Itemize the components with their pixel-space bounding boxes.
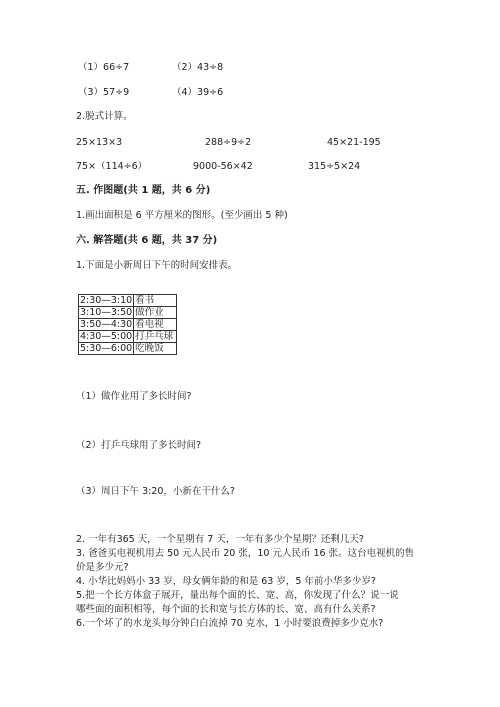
- section6-q5-line2: 哪些面的面积相等，每个面的长和宽与长方体的长、宽、高有什么关系?: [76, 604, 376, 615]
- section5-heading: 五. 作图题(共 1 题，共 6 分): [76, 185, 211, 196]
- q1-item-4: （4）39÷6: [172, 87, 224, 98]
- table-row: [79, 295, 177, 307]
- section6-q2: 2. 一年有365 天，一个星期有 7 天，一年有多少个星期？还剩几天?: [76, 534, 364, 545]
- table-row: [79, 343, 177, 355]
- section6-sub3: （3）周日下午 3:20，小新在干什么?: [76, 486, 235, 497]
- section6-heading: 六. 解答题(共 6 题，共 37 分): [76, 235, 218, 246]
- section6-q4: 4. 小华比妈妈小 33 岁，母女俩年龄的和是 63 岁，5 年前小华多少岁?: [76, 576, 376, 587]
- q2-expr-6: 315÷5×24: [308, 161, 361, 172]
- q2-expr-2: 288÷9÷2: [205, 137, 252, 148]
- schedule-time: 3:10—3:50: [80, 307, 133, 318]
- q2-expr-1: 25×13×3: [76, 137, 123, 148]
- schedule-time: 2:30—3:10: [80, 295, 133, 306]
- q2-expr-5: 9000-56×42: [193, 161, 253, 172]
- section6-sub1: （1）做作业用了多长时间?: [76, 391, 192, 402]
- schedule-time: 3:50—4:30: [80, 319, 133, 330]
- schedule-activity: 看书: [134, 295, 177, 307]
- table-row: [79, 331, 177, 343]
- section6-sub2: （2）打乒乓球用了多长时间?: [76, 440, 202, 451]
- section6-q3-line2: 价是多少元?: [76, 562, 129, 573]
- schedule-table: [78, 294, 177, 355]
- schedule-activity: 做作业: [134, 307, 177, 319]
- section6-q5-line1: 5.把一个长方体盒子展开，量出每个面的长、宽、高，你发现了什么？说一说: [76, 590, 399, 601]
- q1-item-1: （1）66÷7: [78, 62, 130, 73]
- section6-q1-intro: 1.下面是小新周日下午的时间安排表。: [76, 260, 238, 271]
- schedule-time: 4:30—5:00: [80, 331, 133, 342]
- q1-item-2: （2）43÷8: [172, 62, 224, 73]
- schedule-time: 5:30—6:00: [80, 343, 133, 354]
- section6-q3-line1: 3. 爸爸买电视机用去 50 元人民币 20 张，10 元人民币 16 张。这台电视机的售: [76, 548, 415, 559]
- table-row: [79, 307, 177, 319]
- q2-expr-3: 45×21-195: [327, 137, 381, 148]
- q2-title: 2.脱式计算。: [76, 111, 133, 122]
- schedule-activity: 打乒乓球: [134, 331, 177, 343]
- schedule-activity: 看电视: [134, 319, 177, 331]
- q1-item-3: （3）57÷9: [78, 87, 130, 98]
- q2-expr-4: 75×（114÷6）: [76, 161, 148, 172]
- table-row: [79, 319, 177, 331]
- schedule-activity: 吃晚饭: [134, 343, 177, 355]
- section5-q1: 1.画出面积是 6 平方厘米的图形。(至少画出 5 种): [76, 210, 288, 221]
- section6-q6: 6.一个坏了的水龙头每分钟白白流掉 70 克水，1 小时要浪费掉多少克水?: [76, 618, 384, 629]
